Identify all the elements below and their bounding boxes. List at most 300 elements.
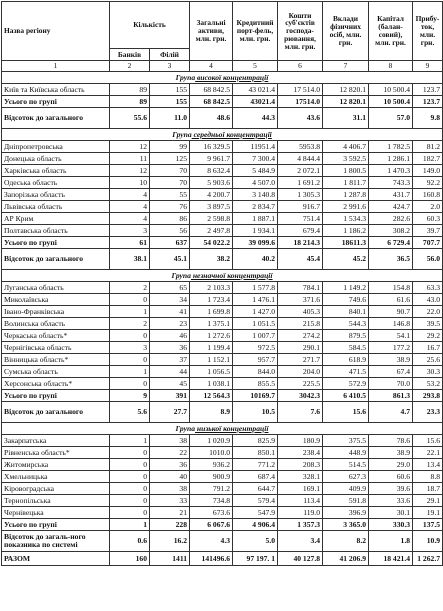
profit-cell: 160.8 [413,189,443,201]
capital-cell: 39.6 [369,483,413,495]
profit-cell: 56.0 [413,249,443,270]
table-row [2,366,443,378]
assets-cell: 68 842.5 [190,96,233,108]
credit-cell: 687.4 [233,471,278,483]
profit-cell: 30.3 [413,366,443,378]
table-row [2,471,443,483]
banks-cell: 89 [110,96,150,108]
branches-cell: 65 [150,282,190,294]
credit-cell: 5.0 [233,531,278,552]
group-share-row [2,531,443,552]
capital-cell: 308.2 [369,225,413,237]
assets-cell: 734.8 [190,495,233,507]
table-row [2,459,443,471]
credit-cell: 972.5 [233,342,278,354]
deposits-cell: 1 287.8 [323,189,369,201]
credit-cell: 644.7 [233,483,278,495]
credit-cell: 1 476.1 [233,294,278,306]
banks-cell: 1 [110,435,150,447]
assets-cell: 1 020.9 [190,435,233,447]
credit-cell: 5 484.9 [233,165,278,177]
profit-cell: 15.6 [413,435,443,447]
entities-cell: 1 691.2 [278,177,323,189]
group-total-row [2,390,443,402]
profit-cell: 63.3 [413,282,443,294]
table-body [2,72,443,566]
column-number: 2 [110,61,150,72]
credit-cell: 97 197. 1 [233,552,278,566]
assets-cell: 54 022.2 [190,237,233,249]
deposits-cell: 572.9 [323,378,369,390]
region-name-cell: Київ та Київська область [2,84,110,96]
credit-cell: 2 834.7 [233,201,278,213]
banks-cell: 4 [110,213,150,225]
entities-cell: 113.4 [278,495,323,507]
region-name-cell: Тернопільська [2,495,110,507]
banks-cell: 160 [110,552,150,566]
header-row [2,2,443,49]
capital-cell: 1 470.3 [369,165,413,177]
assets-cell: 900.9 [190,471,233,483]
credit-cell: 957.7 [233,354,278,366]
table-row [2,354,443,366]
credit-cell: 10169.7 [233,390,278,402]
entities-cell: 119.0 [278,507,323,519]
entities-cell: 4 844.4 [278,153,323,165]
assets-cell: 1010.0 [190,447,233,459]
header-region: Назва регіону [2,2,110,61]
banks-cell: 12 [110,165,150,177]
table-row [2,201,443,213]
credit-cell: 1 007.7 [233,330,278,342]
banks-cell: 11 [110,153,150,165]
profit-cell: 19.1 [413,507,443,519]
deposits-cell: 6 410.5 [323,390,369,402]
credit-cell: 1 577.8 [233,282,278,294]
region-name-cell: Вінницька область* [2,354,110,366]
assets-cell: 1 056.5 [190,366,233,378]
deposits-cell: 31.1 [323,108,369,129]
branches-cell: 36 [150,342,190,354]
profit-cell: 1 262.7 [413,552,443,566]
region-name-cell: Черкаська область* [2,330,110,342]
branches-cell: 21 [150,507,190,519]
profit-cell: 39.5 [413,318,443,330]
entities-cell: 3.4 [278,531,323,552]
banks-cell: 1 [110,306,150,318]
assets-cell: 4.3 [190,531,233,552]
banks-cell: 2 [110,318,150,330]
banks-cell: 12 [110,141,150,153]
profit-cell: 137.5 [413,519,443,531]
credit-cell: 10.5 [233,402,278,423]
entities-cell: 204.0 [278,366,323,378]
assets-cell: 4 200.7 [190,189,233,201]
capital-cell: 1 286.1 [369,153,413,165]
profit-cell: 293.8 [413,390,443,402]
capital-cell: 4.7 [369,402,413,423]
profit-cell: 25.6 [413,354,443,366]
column-number: 6 [278,61,323,72]
group-share-row [2,249,443,270]
group-title [2,270,443,282]
credit-cell: 3 140.8 [233,189,278,201]
group-share-row [2,108,443,129]
region-name-cell: Івано-Франківська [2,306,110,318]
group-share-row [2,402,443,423]
capital-cell: 1 782.5 [369,141,413,153]
banks-cell: 0.6 [110,531,150,552]
assets-cell: 16 329.5 [190,141,233,153]
table-row [2,495,443,507]
assets-cell: 1 375.1 [190,318,233,330]
capital-cell: 90.7 [369,306,413,318]
branches-cell: 76 [150,201,190,213]
table-row [2,342,443,354]
banks-cell: 0 [110,378,150,390]
group-total-row [2,96,443,108]
branches-cell: 228 [150,519,190,531]
region-name-cell: Херсонська область* [2,378,110,390]
profit-cell: 2.0 [413,201,443,213]
region-name-cell: Житомирська [2,459,110,471]
entities-cell: 371.6 [278,294,323,306]
credit-cell: 1 887.1 [233,213,278,225]
table-row [2,507,443,519]
capital-cell: 424.7 [369,201,413,213]
header-banks: Банків [110,49,150,61]
branches-cell: 70 [150,177,190,189]
region-name-cell: Сумська область [2,366,110,378]
deposits-cell: 1 811.7 [323,177,369,189]
region-name-cell: Усього по групі [2,519,110,531]
banks-cell: 0 [110,507,150,519]
assets-cell: 2 103.3 [190,282,233,294]
branches-cell: 45 [150,378,190,390]
table-row [2,330,443,342]
region-name-cell: Відсоток до загаль-ного показника по системі [2,531,110,552]
credit-cell: 850.1 [233,447,278,459]
profit-cell: 13.4 [413,459,443,471]
capital-cell: 431.7 [369,189,413,201]
profit-cell: 149.0 [413,165,443,177]
column-number: 3 [150,61,190,72]
branches-cell: 40 [150,471,190,483]
credit-cell: 43021.4 [233,96,278,108]
branches-cell: 56 [150,225,190,237]
group-title-text: середньої концентрації [191,129,272,139]
branches-cell: 36 [150,459,190,471]
branches-cell: 99 [150,141,190,153]
table-row [2,294,443,306]
deposits-cell: 2 991.6 [323,201,369,213]
entities-cell: 215.8 [278,318,323,330]
assets-cell: 1 723.4 [190,294,233,306]
region-name-cell: Кіровоградська [2,483,110,495]
profit-cell: 29.1 [413,495,443,507]
entities-cell: 208.3 [278,459,323,471]
entities-cell: 43.6 [278,108,323,129]
table-row [2,84,443,96]
region-name-cell: Рівненська область* [2,447,110,459]
entities-cell: 45.4 [278,249,323,270]
column-number: 9 [413,61,443,72]
credit-cell: 43 021.4 [233,84,278,96]
capital-cell: 57.0 [369,108,413,129]
banks-cell: 1 [110,366,150,378]
region-name-cell: Запорізька область [2,189,110,201]
group-total-row [2,519,443,531]
banks-cell: 55.6 [110,108,150,129]
group-title-prefix: Група [171,270,191,280]
entities-cell: 751.4 [278,213,323,225]
entities-cell: 271.7 [278,354,323,366]
entities-cell: 17 514.0 [278,84,323,96]
header-assets: Загальні активи, млн. грн. [190,2,233,61]
table-row [2,165,443,177]
region-name-cell: Донецька область [2,153,110,165]
assets-cell: 3 897.5 [190,201,233,213]
profit-cell: 123.7 [413,96,443,108]
capital-cell: 36.5 [369,249,413,270]
credit-cell: 547.9 [233,507,278,519]
table-row [2,189,443,201]
region-name-cell: Усього по групі [2,390,110,402]
banks-cell: 0 [110,471,150,483]
profit-cell: 707.7 [413,237,443,249]
deposits-cell: 1 186.2 [323,225,369,237]
credit-cell: 4 507.0 [233,177,278,189]
capital-cell: 38.9 [369,447,413,459]
credit-cell: 844.0 [233,366,278,378]
deposits-cell: 12 820.1 [323,96,369,108]
region-name-cell: Закарпатська [2,435,110,447]
capital-cell: 61.6 [369,294,413,306]
region-name-cell: Усього по групі [2,96,110,108]
credit-cell: 855.5 [233,378,278,390]
region-name-cell: Одеська область [2,177,110,189]
table-row [2,177,443,189]
banks-cell: 4 [110,201,150,213]
entities-cell: 328.1 [278,471,323,483]
group-header-row [2,72,443,84]
assets-cell: 2 598.8 [190,213,233,225]
region-name-cell: Полтавська область [2,225,110,237]
branches-cell: 34 [150,294,190,306]
assets-cell: 5 903.6 [190,177,233,189]
banks-cell: 2 [110,282,150,294]
branches-cell: 637 [150,237,190,249]
table-row [2,378,443,390]
deposits-cell: 41 206.9 [323,552,369,566]
capital-cell: 29.0 [369,459,413,471]
deposits-cell: 45.2 [323,249,369,270]
assets-cell: 8.9 [190,402,233,423]
group-title [2,129,443,141]
entities-cell: 784.1 [278,282,323,294]
capital-cell: 38.9 [369,354,413,366]
branches-cell: 23 [150,318,190,330]
grand-total-row [2,552,443,566]
credit-cell: 825.9 [233,435,278,447]
regional-banking-table [1,1,443,566]
entities-cell: 1 357.3 [278,519,323,531]
assets-cell: 673.6 [190,507,233,519]
deposits-cell: 448.9 [323,447,369,459]
entities-cell: 3042.3 [278,390,323,402]
banks-cell: 89 [110,84,150,96]
entities-cell: 40 127.8 [278,552,323,566]
region-name-cell: Миколаївська [2,294,110,306]
credit-cell: 39 099.6 [233,237,278,249]
entities-cell: 18 214.3 [278,237,323,249]
branches-cell: 27.7 [150,402,190,423]
profit-cell: 123.7 [413,84,443,96]
branches-cell: 1411 [150,552,190,566]
branches-cell: 16.2 [150,531,190,552]
entities-cell: 5953.8 [278,141,323,153]
banks-cell: 10 [110,177,150,189]
table-row [2,483,443,495]
credit-cell: 771.2 [233,459,278,471]
deposits-cell: 544.3 [323,318,369,330]
branches-cell: 125 [150,153,190,165]
branches-cell: 38 [150,483,190,495]
branches-cell: 45.1 [150,249,190,270]
banks-cell: 0 [110,354,150,366]
capital-cell: 1.8 [369,531,413,552]
group-title-text: незначної концентрації [190,270,273,280]
banks-cell: 3 [110,225,150,237]
branches-cell: 46 [150,330,190,342]
branches-cell: 33 [150,495,190,507]
deposits-cell: 584.5 [323,342,369,354]
profit-cell: 8.8 [413,471,443,483]
header-credit: Кредитний порт-фель, млн. грн. [233,2,278,61]
table-row [2,153,443,165]
capital-cell: 154.8 [369,282,413,294]
credit-cell: 1 934.1 [233,225,278,237]
assets-cell: 9 961.7 [190,153,233,165]
group-header-row [2,423,443,435]
banks-cell: 0 [110,294,150,306]
header-capital: Капітал (балан-совий), млн. грн. [369,2,413,61]
capital-cell: 30.1 [369,507,413,519]
profit-cell: 18.7 [413,483,443,495]
capital-cell: 743.3 [369,177,413,189]
group-title [2,423,443,435]
branches-cell: 391 [150,390,190,402]
credit-cell: 579.4 [233,495,278,507]
capital-cell: 67.4 [369,366,413,378]
capital-cell: 10 500.4 [369,84,413,96]
group-title-text: низької концентрації [195,423,269,433]
group-header-row [2,129,443,141]
column-number: 1 [2,61,110,72]
branches-cell: 37 [150,354,190,366]
banks-cell: 3 [110,342,150,354]
deposits-cell: 3 592.5 [323,153,369,165]
table-row [2,318,443,330]
capital-cell: 330.3 [369,519,413,531]
capital-cell: 78.6 [369,435,413,447]
assets-cell: 12 564.3 [190,390,233,402]
region-name-cell: Хмельницька [2,471,110,483]
deposits-cell: 8.2 [323,531,369,552]
banks-cell: 1 [110,519,150,531]
deposits-cell: 627.3 [323,471,369,483]
entities-cell: 225.5 [278,378,323,390]
assets-cell: 1 199.4 [190,342,233,354]
banks-cell: 4 [110,189,150,201]
capital-cell: 10 500.4 [369,96,413,108]
capital-cell: 33.6 [369,495,413,507]
region-name-cell: Усього по групі [2,237,110,249]
banks-cell: 0 [110,459,150,471]
assets-cell: 48.6 [190,108,233,129]
deposits-cell: 840.1 [323,306,369,318]
region-name-cell: Чернігівська область [2,342,110,354]
region-name-cell: Відсоток до загального [2,402,110,423]
group-title-text: високої концентрації [195,72,269,82]
assets-cell: 791.2 [190,483,233,495]
deposits-cell: 618.9 [323,354,369,366]
deposits-cell: 3 365.0 [323,519,369,531]
entities-cell: 7.6 [278,402,323,423]
profit-cell: 22.1 [413,447,443,459]
deposits-cell: 375.5 [323,435,369,447]
deposits-cell: 18611.3 [323,237,369,249]
assets-cell: 6 067.6 [190,519,233,531]
table-row [2,282,443,294]
deposits-cell: 409.9 [323,483,369,495]
capital-cell: 18 421.4 [369,552,413,566]
branches-cell: 70 [150,165,190,177]
header-branches: Філій [150,49,190,61]
banks-cell: 0 [110,330,150,342]
deposits-cell: 1 149.2 [323,282,369,294]
assets-cell: 1 699.8 [190,306,233,318]
assets-cell: 141496.6 [190,552,233,566]
branches-cell: 22 [150,447,190,459]
deposits-cell: 514.5 [323,459,369,471]
deposits-cell: 591.8 [323,495,369,507]
header-deposits: Вклади фізичних осіб, млн. грн. [323,2,369,61]
banks-cell: 38.1 [110,249,150,270]
credit-cell: 7 300.4 [233,153,278,165]
entities-cell: 17514.0 [278,96,323,108]
assets-cell: 1 152.1 [190,354,233,366]
entities-cell: 238.4 [278,447,323,459]
group-title-prefix: Група [172,129,192,139]
credit-cell: 4 906.4 [233,519,278,531]
deposits-cell: 1 534.3 [323,213,369,225]
entities-cell: 405.3 [278,306,323,318]
group-title-prefix: Група [175,423,195,433]
capital-cell: 6 729.4 [369,237,413,249]
header-count: Кількість [110,2,190,49]
entities-cell: 679.4 [278,225,323,237]
branches-cell: 44 [150,366,190,378]
profit-cell: 39.7 [413,225,443,237]
group-title [2,72,443,84]
profit-cell: 182.7 [413,153,443,165]
capital-cell: 177.2 [369,342,413,354]
banks-cell: 5.6 [110,402,150,423]
region-name-cell: Відсоток до загального [2,249,110,270]
deposits-cell: 15.6 [323,402,369,423]
column-number: 7 [323,61,369,72]
